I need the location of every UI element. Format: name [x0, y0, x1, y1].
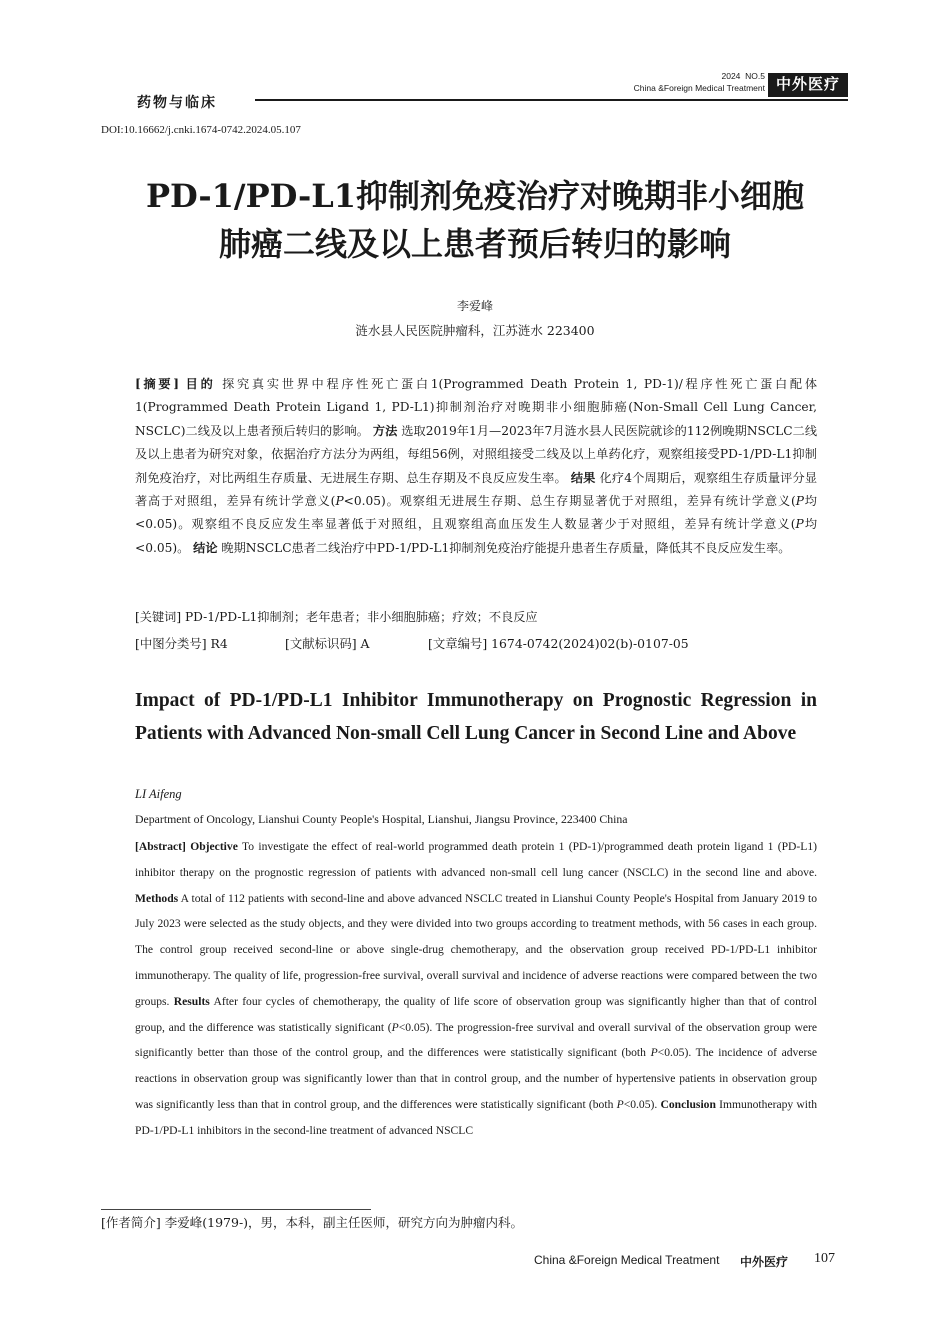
- objective-label: 目的: [185, 377, 216, 391]
- year: 2024: [721, 71, 741, 81]
- keywords: [135, 608, 817, 625]
- author-en: LI Aifeng: [135, 787, 182, 801]
- footer-journal-en: China &Foreign Medical Treatment: [534, 1253, 720, 1267]
- footnote-text: 李爱峰(1979-)，男，本科，副主任医师，研究方向为肿瘤内科。: [164, 1215, 524, 1230]
- affiliation-en: Department of Oncology, Lianshui County People's Hospital, Lianshui, Jiangsu Province, 223400 China: [135, 812, 628, 826]
- keywords-label: [关键词]: [135, 610, 182, 624]
- issue-line: [620, 70, 765, 82]
- doi[interactable]: DOI:10.16662/j.cnki.1674-0742.2024.05.107: [101, 124, 301, 136]
- abstract-en: [135, 834, 817, 1144]
- results-en-text: After four cycles of chemotherapy, the quality of life score of observation group was significantly higher than that of control group, and the difference was statistically significant (P<0.05). The progression-free survival and overall survival of the observation group were significantly better than those of the control group, and the differences were statistically significant (both P<0.05). The incidence of adverse reactions in observation group was significantly lower than that in control group, and the number of hypertensive patients in observation group was significantly less than that in control group, and the differences were statistically significant (both P<0.05).: [135, 994, 817, 1111]
- conclusion-label: 结论: [193, 540, 218, 555]
- journal-brand-badge: 中外医疗: [768, 73, 848, 97]
- footer-journal-cn: 中外医疗: [740, 1255, 789, 1269]
- footnote-rule: [101, 1209, 371, 1210]
- issue: NO.5: [745, 71, 765, 81]
- keywords-text: PD-1/PD-L1抑制剂；老年患者；非小细胞肺癌；疗效；不良反应: [184, 610, 538, 624]
- section-name: 药物与临床: [137, 95, 217, 111]
- methods-en-label: Methods: [135, 891, 179, 905]
- methods-text: 选取2019年1月—2023年7月涟水县人民医院就诊的112例晚期NSCLC二线及以上患者为研究对象，依据治疗方法分为两组，每组56例，对照组接受二线及以上单药化疗，观察组接受PD-1/PD-L1抑制剂免疫治疗，对比两组生存质量、无进展生存期、总生存期及不良反应发生率。: [135, 423, 818, 485]
- author-cn: 李爱峰: [456, 299, 493, 313]
- results-text: 化疗4个周期后，观察组生存质量评分显著高于对照组，差异有统计学意义(P<0.05)。观察组无进展生存期、总生存期显著优于对照组，差异有统计学意义(P均<0.05)。观察组不良反应发生率显著低于对照组，且观察组高血压发生人数显著少于对照组，差异有统计学意义(P均<0.05)。: [135, 470, 818, 555]
- methods-en-text: A total of 112 patients with second-line and above advanced NSCLC treated in Lianshui County People's Hospital from January 2019 to July 2023 were selected as the study objects, and they were divided into two groups according to treatment methods, with 56 cases in each group. The control group received second-line or above single-drug chemotherapy, and the observation group received PD-1/PD-L1 inhibitor immunotherapy. The quality of life, progression-free survival, overall survival and incidence of adverse reactions were compared between the two groups.: [135, 891, 818, 1008]
- affiliation-cn: 涟水县人民医院肿瘤科，江苏涟水 223400: [355, 323, 595, 338]
- footnote-label: [作者简介]: [101, 1215, 161, 1230]
- document-code: [文献标识码] A: [285, 636, 370, 651]
- conclusion-en-text: Immunotherapy with PD-1/PD-L1 inhibitors in the second-line treatment of advanced NSCLC: [135, 1097, 818, 1137]
- abstract-en-label: [Abstract]: [135, 840, 186, 853]
- objective-en-text: To investigate the effect of real-world programmed death protein 1 (PD-1)/programmed death protein ligand 1 (PD-L1) inhibitor therapy on the prognostic regression of patients with advanced non-small cell lung cancer (NSCLC) in the second line and above.: [135, 840, 817, 879]
- journal-header-meta: [620, 70, 765, 94]
- title-line-2: 肺癌二线及以上患者预后转归的影响: [218, 225, 731, 263]
- abstract-label: [摘要]: [135, 377, 180, 391]
- author-footnote: [101, 1213, 523, 1231]
- title-line-1: PD-1/PD-L1抑制剂免疫治疗对晚期非小细胞: [145, 177, 805, 215]
- article-title-en: Impact of PD-1/PD-L1 Inhibitor Immunotherapy on Prognostic Regression in Patients with Advanced Non-small Cell Lung Cancer in Second Line and Above: [135, 690, 817, 744]
- journal-name-en: China &Foreign Medical Treatment: [633, 83, 765, 93]
- conclusion-text: 晚期NSCLC患者二线治疗中PD-1/PD-L1抑制剂免疫治疗能提升患者生存质量，降低其不良反应发生率。: [221, 540, 791, 555]
- objective-en-label: Objective: [190, 840, 238, 853]
- article-title-cn: [80, 172, 870, 268]
- page-number: 107: [814, 1251, 835, 1266]
- article-number: [文章编号] 1674-0742(2024)02(b)-0107-05: [428, 636, 689, 651]
- results-label: 结果: [570, 470, 596, 485]
- methods-label: 方法: [372, 423, 398, 438]
- results-en-label: Results: [173, 994, 210, 1008]
- clc-number: [中图分类号] R4: [135, 636, 228, 651]
- abstract-cn: [135, 373, 817, 560]
- header-rule: [255, 99, 848, 101]
- conclusion-en-label: Conclusion: [660, 1097, 716, 1111]
- objective-text: 探究真实世界中程序性死亡蛋白1(Programmed Death Protein 1, PD-1)/程序性死亡蛋白配体1(Programmed Death Protein Ligand 1, PD-L1)抑制剂治疗对晚期非小细胞肺癌(Non-Small Cell Lung Cancer, NSCLC)二线及以上患者预后转归的影响。: [135, 377, 818, 438]
